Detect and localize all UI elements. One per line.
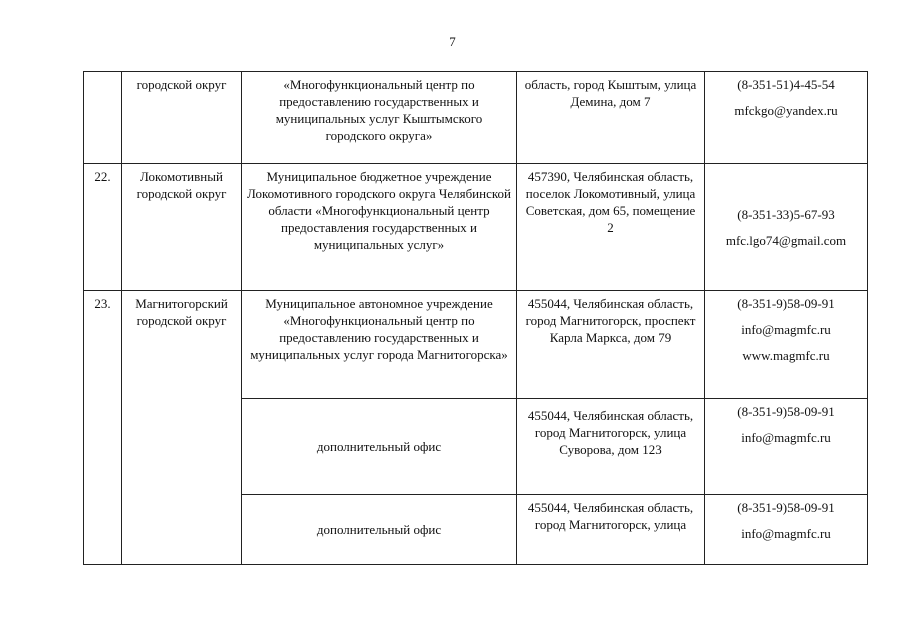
- email: mfckgo@yandex.ru: [734, 103, 838, 118]
- address: 455044, Челябинская область, город Магнитогорск, улица: [517, 495, 705, 565]
- district-name: Магнитогорский городской округ: [122, 291, 242, 565]
- website: www.magmfc.ru: [742, 348, 830, 363]
- table-row: [84, 164, 868, 291]
- table-row: [84, 72, 868, 164]
- row-number: 22.: [84, 164, 122, 291]
- phone: (8-351-9)58-09-91: [737, 404, 835, 419]
- mfc-registry-table: [83, 71, 868, 565]
- organization-name: дополнительный офис: [242, 399, 517, 495]
- phone: (8-351-51)4-45-54: [737, 77, 835, 92]
- district-name: городской округ: [122, 72, 242, 164]
- phone: (8-351-9)58-09-91: [737, 296, 835, 311]
- address: 455044, Челябинская область, город Магнитогорск, улица Суворова, дом 123: [517, 399, 705, 495]
- contacts: [705, 291, 868, 399]
- email: info@magmfc.ru: [741, 322, 831, 337]
- organization-name: Муниципальное бюджетное учреждение Локомотивного городского округа Челябинской области «Многофункциональный центр предоставления государственных и муниципальных услуг»: [242, 164, 517, 291]
- district-name: Локомотивный городской округ: [122, 164, 242, 291]
- address: 455044, Челябинская область, город Магнитогорск, проспект Карла Маркса, дом 79: [517, 291, 705, 399]
- email: info@magmfc.ru: [741, 526, 831, 541]
- email: mfc.lgo74@gmail.com: [725, 232, 847, 248]
- contacts: [705, 399, 868, 495]
- table-row: [84, 291, 868, 399]
- phone: (8-351-9)58-09-91: [737, 500, 835, 515]
- organization-name: Муниципальное автономное учреждение «Многофункциональный центр по предоставлению государственных и муниципальных услуг города Магнитогорска»: [242, 291, 517, 399]
- page-number: 7: [449, 34, 456, 49]
- address: 457390, Челябинская область, поселок Локомотивный, улица Советская, дом 65, помещение 2: [517, 164, 705, 291]
- contacts: [705, 72, 868, 164]
- address: область, город Кыштым, улица Демина, дом 7: [517, 72, 705, 164]
- row-number: [84, 72, 122, 164]
- email: info@magmfc.ru: [741, 430, 831, 445]
- row-number: 23.: [84, 291, 122, 565]
- organization-name: дополнительный офис: [242, 495, 517, 565]
- contacts: [705, 495, 868, 565]
- phone: (8-351-33)5-67-93: [737, 206, 835, 222]
- organization-name: «Многофункциональный центр по предоставлению государственных и муниципальных услуг Кыштымского городского округа»: [242, 72, 517, 164]
- contacts: [705, 164, 868, 291]
